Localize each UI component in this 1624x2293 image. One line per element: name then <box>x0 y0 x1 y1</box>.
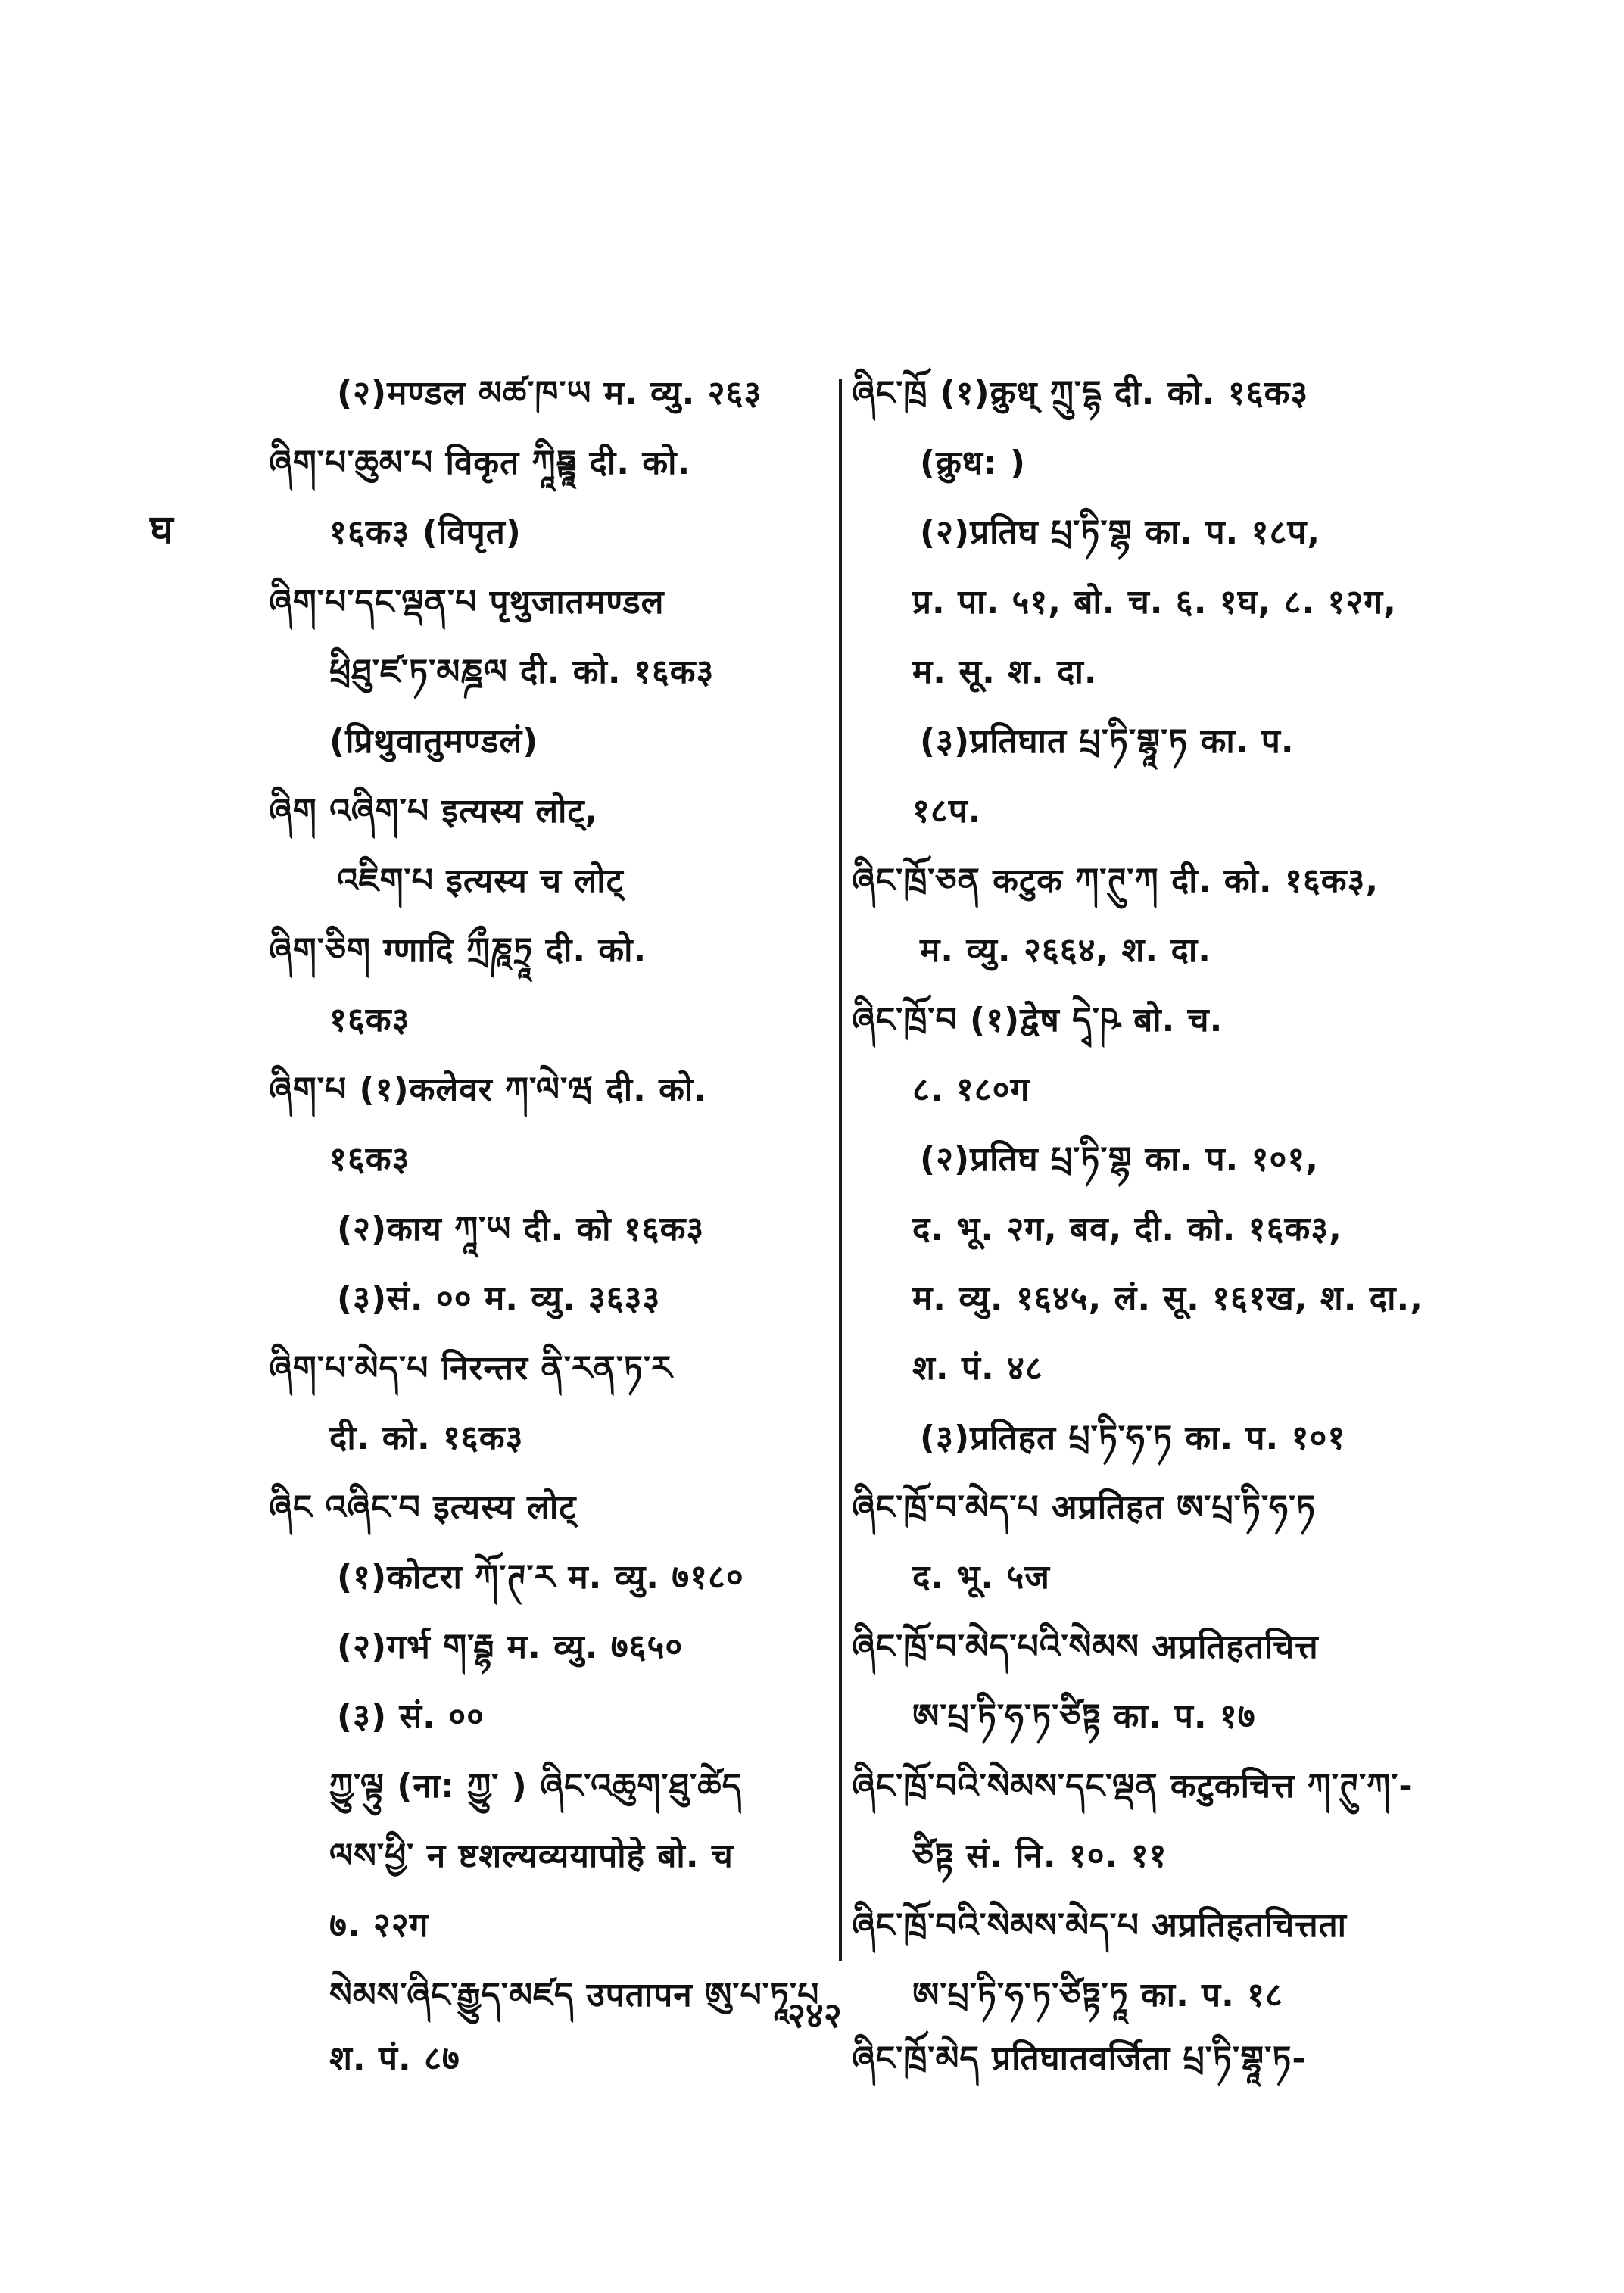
dictionary-line: श. पं. ८७ <box>329 2039 460 2078</box>
dictionary-line: ཞིག འཞིག་པ इत्यस्य लोट्, <box>269 792 599 830</box>
dictionary-line: श. पं. ४८ <box>912 1349 1043 1388</box>
side-mark: घ <box>150 507 173 553</box>
dictionary-line: द. भू. ५ज <box>912 1558 1050 1597</box>
dictionary-line: ཀྱུ་ལྟུ (ना: ཀྱུ་ ) ཞིང་འཆུག་ཐུ་ཚེད <box>329 1767 743 1805</box>
dictionary-line: ཞིང་ཁྲོ་བ (१)द्वेष དྭེ་ཥ बो. च. <box>852 1001 1223 1039</box>
dictionary-line: दी. को. १६क३ <box>329 1419 524 1457</box>
dictionary-line: འཇིག་པ इत्यस्य च लोट् <box>337 861 624 900</box>
dictionary-line: (३) सं. ०० <box>337 1697 485 1736</box>
dictionary-line: ཞིག་པ་དང་ལྡན་པ पृथुजातमण्डल <box>269 583 665 622</box>
dictionary-line: (२)प्रतिघ པྲ་ཏི་གྷ का. प. १०१, <box>920 1140 1319 1179</box>
dictionary-line: ཞིང འཞིང་བ इत्यस्य लोट् <box>269 1488 577 1527</box>
dictionary-line: སེམས་ཞིང་རྒྱུད་མཛད उपतापन ཨུ་པ་ཏཱ་པ <box>329 1976 820 2014</box>
dictionary-line: ཞིག་པ (१)कलेवर ཀ་ལེ་ཝ दी. को. <box>269 1070 708 1109</box>
dictionary-line: (२)काय ཀཱ་ཡ दी. को १६क३ <box>337 1210 705 1248</box>
dictionary-line: म. व्यु. १६४५, लं. सू. १६१ख, श. दा., <box>912 1279 1423 1318</box>
dictionary-line: (३)सं. ०० म. व्यु. ३६३३ <box>337 1279 661 1318</box>
dictionary-line: १८प. <box>912 792 982 830</box>
dictionary-line: ཨ་པྲ་ཏི་ཧ་ཏ་ཙིཏྟ का. प. १७ <box>912 1697 1256 1736</box>
dictionary-line: ཞིག་པ་ཆུམ་པ विकृत ཀཱིཏྲྟཱ दी. को. <box>269 444 691 482</box>
dictionary-line: ८. १८०ग <box>912 1070 1030 1109</box>
dictionary-line: ཞིང་ཁྲོ་བ་མེད་པའི་སེམས अप्रतिहतचित्त <box>852 1628 1319 1666</box>
dictionary-line: (क्रुध: ) <box>920 444 1026 482</box>
dictionary-line: ཨ་པྲ་ཏི་ཧ་ཏ་ཙིཏྟ་ཏཱ का. प. १८ <box>912 1976 1283 2014</box>
dictionary-line: १६क३ <box>329 1140 410 1179</box>
dictionary-line: ཞིང་ཁྲོ (१)क्रुध् ཀྲུ་དྷ दी. को. १६क३ <box>852 374 1309 413</box>
dictionary-line: ཞིང་ཁྲོ་ཅན कटुक ཀ་ཊུ་ཀ दी. को. १६क३, <box>852 861 1379 900</box>
dictionary-line: १६क३ (विपृत) <box>329 513 522 552</box>
dictionary-line: (१)कोटरा ཀོ་ཊ་ར म. व्यु. ७१८० <box>337 1558 744 1597</box>
dictionary-line: द. भू. २ग, बव, दी. को. १६क३, <box>912 1210 1342 1248</box>
dictionary-line: (२)मण्डल མཚ་ཁ་ཡ म. व्यु. २६३ <box>337 374 762 413</box>
dictionary-line: (२)गर्भ ག་རྦྷ म. व्यु. ७६५० <box>337 1628 684 1666</box>
dictionary-line: प्र. पा. ५१, बो. च. ६. १घ, ८. १२ग, <box>912 583 1397 622</box>
column-divider <box>839 379 842 1961</box>
dictionary-line: ལས་ཕྱི་ न ष्टशल्यव्ययापोहे बो. च <box>329 1837 734 1875</box>
dictionary-line: ཞིང་ཁྲོ་བའི་སེམས་མེད་པ अप्रतिहतचित्तता <box>852 1906 1348 1945</box>
dictionary-line: (प्रिथुवातुमण्डलं) <box>329 722 539 761</box>
dictionary-line: ཞིག་པ་མེད་པ निरन्तर ནི་རན་ཏ་ར <box>269 1349 673 1388</box>
dictionary-line: म. सू. श. दा. <box>912 653 1098 691</box>
dictionary-line: म. व्यु. २६६४, श. दा. <box>920 931 1211 970</box>
dictionary-line: १६क३ <box>329 1001 410 1039</box>
dictionary-line: ཞིང་ཁྲོ་བའི་སེམས་དང་ལྡན कटुकचित्त ཀ་ཊུ་ཀ་- <box>852 1767 1414 1805</box>
dictionary-line: ཙིཏྟ सं. नि. १०. ११ <box>912 1837 1167 1875</box>
dictionary-line: ཞིག་ཅིག ग्णादि ཀྲྀཎཱཏྲཱ दी. को. <box>269 931 647 970</box>
dictionary-line: ७. २२ग <box>329 1906 429 1945</box>
page-number: २४२ <box>787 1995 842 2036</box>
dictionary-line: (२)प्रतिघ པྲ་ཏི་གྷ का. प. १८प, <box>920 513 1321 552</box>
dictionary-line: ཞིང་ཁྲོ་བ་མེད་པ अप्रतिहत ཨ་པྲ་ཏི་ཧ་ཏ <box>852 1488 1317 1527</box>
dictionary-line: (३)प्रतिघात པྲ་ཏི་གྷཱ་ཏ का. प. <box>920 722 1295 761</box>
dictionary-line: (३)प्रतिहत པྲ་ཏི་ཧ་ཏ का. प. १०१ <box>920 1419 1346 1457</box>
dictionary-line: ཕྲིཐུ་ཛ་ཏ་མཎྜལ दी. को. १६क३ <box>329 653 715 691</box>
dictionary-line: ཞིང་ཁྲོ་མེད प्रतिघातवर्जिता པྲ་ཏི་གྷཱ་ཏ- <box>852 2039 1307 2078</box>
